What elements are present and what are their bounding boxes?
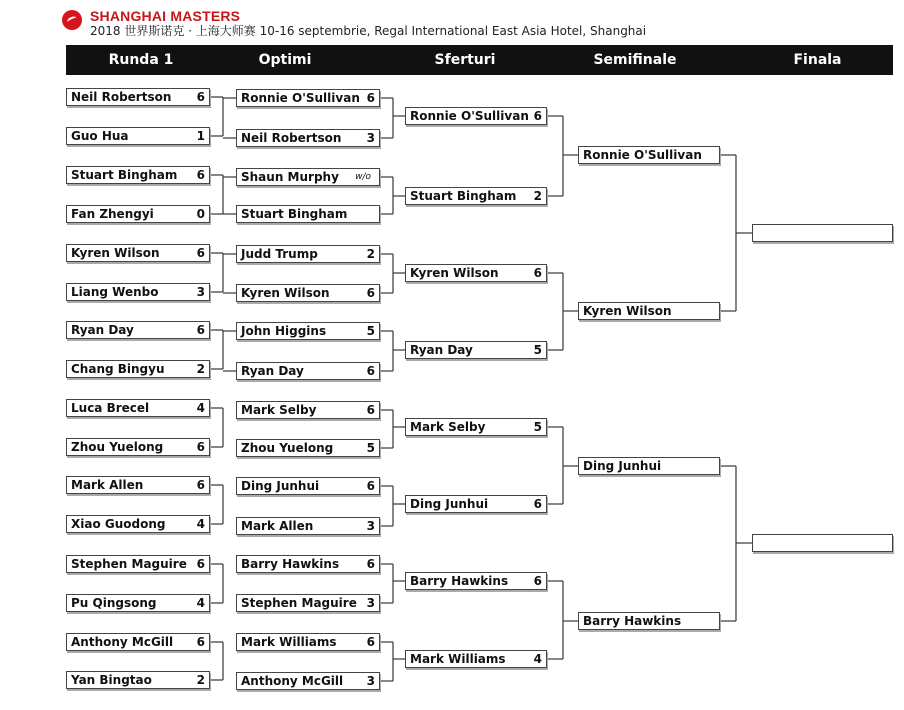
final-slot	[752, 224, 893, 242]
round2-player-slot	[236, 89, 380, 107]
player-score: 6	[196, 246, 205, 260]
round1-player-slot	[66, 127, 210, 145]
round-label-semifinale: Semifinale	[593, 52, 677, 68]
round1-player-slot	[66, 321, 210, 339]
player-name: Ryan Day	[71, 323, 134, 337]
round-label-sferturi: Sferturi	[434, 52, 496, 68]
player-name: Mark Williams	[410, 652, 506, 666]
round-label-finala: Finala	[793, 52, 842, 68]
player-score: 2	[196, 673, 205, 687]
player-score: 6	[366, 635, 375, 649]
round1-player-slot	[66, 476, 210, 494]
round1-player-slot	[66, 555, 210, 573]
player-score: 3	[366, 519, 375, 533]
player-score: 6	[196, 90, 205, 104]
round2-player-slot	[236, 362, 380, 380]
round2-player-slot	[236, 168, 380, 186]
round1-player-slot	[66, 205, 210, 223]
player-score: 3	[366, 596, 375, 610]
player-name: Kyren Wilson	[583, 304, 672, 318]
player-name: Pu Qingsong	[71, 596, 157, 610]
player-score: 6	[366, 364, 375, 378]
player-score: 6	[366, 91, 375, 105]
player-name: Mark Williams	[241, 635, 337, 649]
round2-player-slot	[236, 245, 380, 263]
event-subtitle: 2018 世界斯诺克 · 上海大师赛 10-16 septembrie, Regal International East Asia Hotel, Shanghai	[90, 24, 647, 38]
player-name: Fan Zhengyi	[71, 207, 154, 221]
player-name: Ding Junhui	[241, 479, 320, 493]
player-score: 2	[196, 362, 205, 376]
player-score: 4	[196, 401, 205, 415]
player-name: Neil Robertson	[71, 90, 172, 104]
player-name: Anthony McGill	[241, 674, 344, 688]
round2-player-slot	[236, 401, 380, 419]
round2-player-slot	[236, 633, 380, 651]
player-name: Liang Wenbo	[71, 285, 159, 299]
player-score: 6	[196, 478, 205, 492]
player-score: 6	[533, 109, 542, 123]
player-name: Stuart Bingham	[410, 189, 517, 203]
player-name: Mark Allen	[71, 478, 144, 492]
final-slot	[752, 534, 893, 552]
round1-player-slot	[66, 594, 210, 612]
round1-player-slot	[66, 671, 210, 689]
quarterfinals-player-slot	[405, 341, 547, 359]
round2-player-slot	[236, 205, 380, 223]
quarterfinals-player-slot	[405, 187, 547, 205]
player-name: Stuart Bingham	[71, 168, 178, 182]
quarterfinals-player-slot	[405, 650, 547, 668]
player-name: Ryan Day	[241, 364, 304, 378]
player-name: Kyren Wilson	[71, 246, 160, 260]
player-name: Judd Trump	[241, 247, 318, 261]
round2-player-slot	[236, 322, 380, 340]
quarterfinals-player-slot	[405, 572, 547, 590]
player-name: Ronnie O'Sullivan	[583, 148, 702, 162]
player-name: Barry Hawkins	[241, 557, 340, 571]
player-name: Zhou Yuelong	[71, 440, 164, 454]
round1-player-slot	[66, 244, 210, 262]
player-score: 4	[533, 652, 542, 666]
player-score: 1	[196, 129, 205, 143]
player-score: 5	[366, 324, 375, 338]
round1-player-slot	[66, 360, 210, 378]
player-name: Barry Hawkins	[410, 574, 509, 588]
player-score: 5	[366, 441, 375, 455]
player-score: 2	[366, 247, 375, 261]
player-name: Zhou Yuelong	[241, 441, 334, 455]
player-score: 6	[533, 497, 542, 511]
player-score: 3	[196, 285, 205, 299]
player-name: Mark Selby	[410, 420, 486, 434]
player-score: 6	[366, 479, 375, 493]
player-score: w/o	[355, 172, 371, 182]
player-score: 6	[196, 168, 205, 182]
quarterfinals-player-slot	[405, 264, 547, 282]
player-name: Stephen Maguire	[241, 596, 357, 610]
round2-player-slot	[236, 594, 380, 612]
player-name: Neil Robertson	[241, 131, 342, 145]
shanghai-masters-logo-icon	[62, 10, 82, 30]
player-score: 6	[366, 403, 375, 417]
player-name: John Higgins	[241, 324, 327, 338]
round1-player-slot	[66, 88, 210, 106]
player-score: 6	[366, 557, 375, 571]
round2-player-slot	[236, 555, 380, 573]
round-label-runda-1: Runda 1	[108, 52, 174, 68]
player-score: 0	[196, 207, 205, 221]
player-score: 3	[366, 131, 375, 145]
player-score: 2	[533, 189, 542, 203]
player-name: Guo Hua	[71, 129, 129, 143]
round1-player-slot	[66, 438, 210, 456]
player-name: Chang Bingyu	[71, 362, 165, 376]
round2-player-slot	[236, 477, 380, 495]
semifinals-player-slot	[578, 302, 720, 320]
player-name: Stuart Bingham	[241, 207, 348, 221]
round2-player-slot	[236, 439, 380, 457]
player-name: Kyren Wilson	[410, 266, 499, 280]
round-label-optimi: Optimi	[258, 52, 312, 68]
semifinals-player-slot	[578, 146, 720, 164]
player-name: Shaun Murphy	[241, 170, 339, 184]
player-score: 3	[366, 674, 375, 688]
player-score: 6	[533, 266, 542, 280]
player-name: Kyren Wilson	[241, 286, 330, 300]
round2-player-slot	[236, 517, 380, 535]
player-name: Ryan Day	[410, 343, 473, 357]
brand-title: SHANGHAI MASTERS	[90, 8, 241, 24]
quarterfinals-player-slot	[405, 495, 547, 513]
round2-player-slot	[236, 672, 380, 690]
round2-player-slot	[236, 129, 380, 147]
round1-player-slot	[66, 283, 210, 301]
player-score: 5	[533, 420, 542, 434]
player-score: 6	[533, 574, 542, 588]
round1-player-slot	[66, 399, 210, 417]
quarterfinals-player-slot	[405, 107, 547, 125]
player-score: 4	[196, 517, 205, 531]
player-name: Xiao Guodong	[71, 517, 166, 531]
player-score: 5	[533, 343, 542, 357]
player-score: 6	[196, 323, 205, 337]
player-name: Anthony McGill	[71, 635, 174, 649]
player-score: 6	[366, 286, 375, 300]
quarterfinals-player-slot	[405, 418, 547, 436]
player-name: Luca Brecel	[71, 401, 150, 415]
player-name: Ronnie O'Sullivan	[241, 91, 360, 105]
player-name: Ding Junhui	[410, 497, 489, 511]
player-name: Mark Allen	[241, 519, 314, 533]
round2-player-slot	[236, 284, 380, 302]
player-name: Mark Selby	[241, 403, 317, 417]
semifinals-player-slot	[578, 457, 720, 475]
player-score: 6	[196, 635, 205, 649]
player-name: Ding Junhui	[583, 459, 662, 473]
player-score: 6	[196, 557, 205, 571]
round1-player-slot	[66, 633, 210, 651]
player-name: Stephen Maguire	[71, 557, 187, 571]
player-name: Ronnie O'Sullivan	[410, 109, 529, 123]
player-name: Barry Hawkins	[583, 614, 682, 628]
semifinals-player-slot	[578, 612, 720, 630]
round1-player-slot	[66, 166, 210, 184]
round1-player-slot	[66, 515, 210, 533]
player-score: 6	[196, 440, 205, 454]
player-name: Yan Bingtao	[71, 673, 152, 687]
player-score: 4	[196, 596, 205, 610]
